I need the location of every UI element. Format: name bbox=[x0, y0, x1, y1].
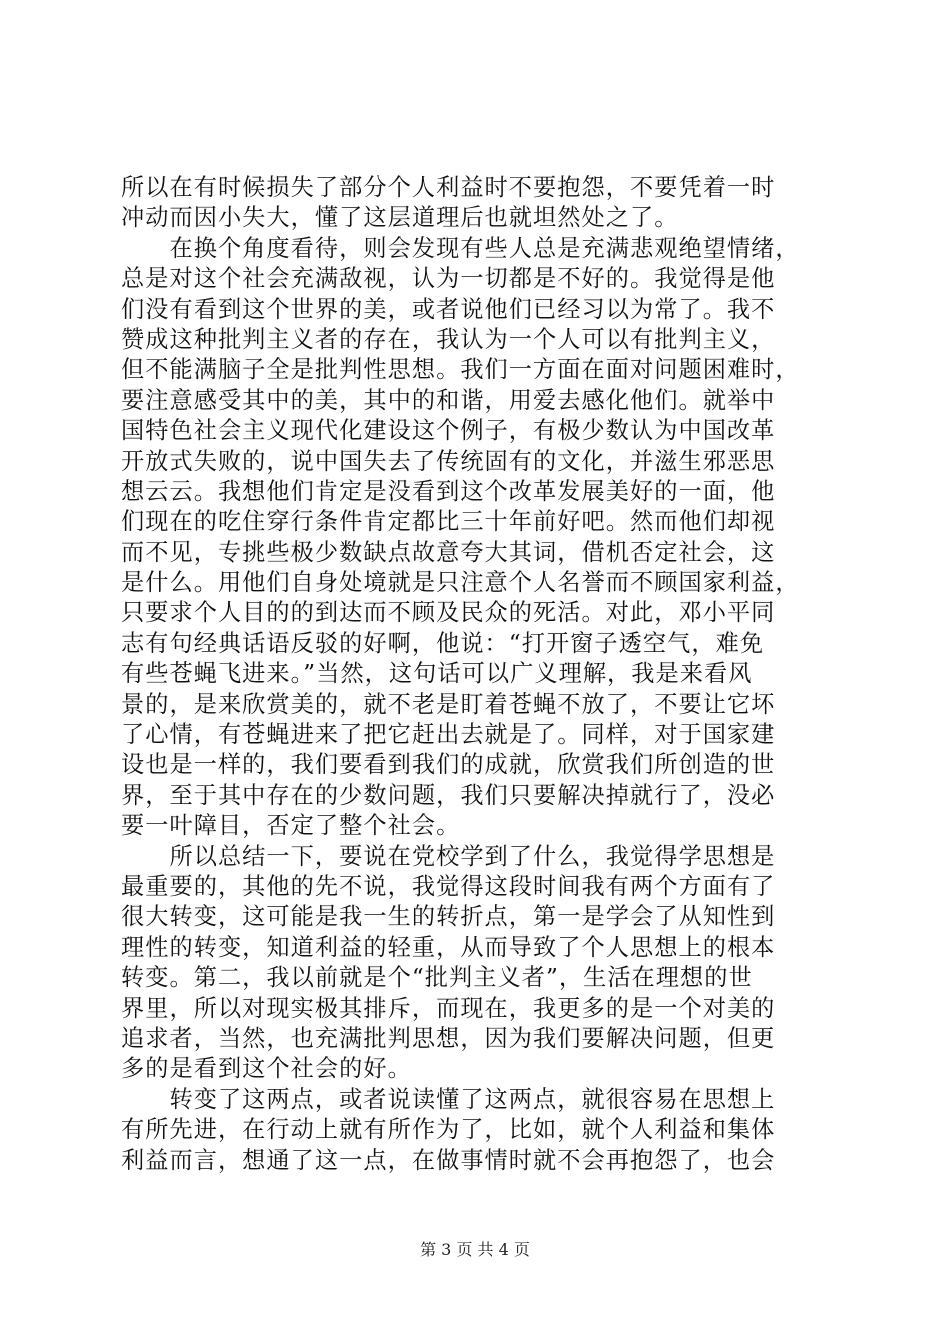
text-line: 志有句经典话语反驳的好啊，他说：“打开窗子透空气，难免 bbox=[121, 629, 765, 657]
text-line: 国特色社会主义现代化建设这个例子，有极少数认为中国改革 bbox=[121, 417, 776, 445]
text-line: 赞成这种批判主义者的存在，我认为一个人可以有批判主义， bbox=[121, 325, 776, 353]
text-line: 要一叶障目，否定了整个社会。 bbox=[121, 812, 461, 840]
text-line: 们没有看到这个世界的美，或者说他们已经习以为常了。我不 bbox=[121, 295, 776, 323]
text-line: 利益而言，想通了这一点，在做事情时就不会再抱怨了，也会 bbox=[121, 1146, 776, 1174]
text-line: 有所先进，在行动上就有所作为了，比如，就个人利益和集体 bbox=[121, 1116, 776, 1144]
text-line: 所以在有时候损失了部分个人利益时不要抱怨，不要凭着一时 bbox=[121, 174, 776, 201]
text-line: 想云云。我想他们肯定是没看到这个改革发展美好的一面，他 bbox=[121, 477, 776, 505]
body-text bbox=[121, 173, 833, 1176]
text-line: 所以总结一下，要说在党校学到了什么，我觉得学思想是 bbox=[121, 842, 776, 870]
text-line: 要注意感受其中的美，其中的和谐，用爱去感化他们。就举中 bbox=[121, 386, 776, 414]
text-line: 景的，是来欣赏美的，就不老是盯着苍蝇不放了，不要让它坏 bbox=[121, 690, 776, 718]
text-line: 很大转变，这可能是我一生的转折点，第一是学会了从知性到 bbox=[121, 903, 776, 931]
text-line: 界里，所以对现实极其排斥，而现在，我更多的是一个对美的 bbox=[121, 994, 776, 1022]
text-line: 了心情，有苍蝇进来了把它赶出去就是了。同样，对于国家建 bbox=[121, 721, 776, 749]
text-line: 有些苍蝇飞进来。”当然，这句话可以广义理解，我是来看风 bbox=[121, 660, 753, 688]
text-line: 转变了这两点，或者说读懂了这两点，就很容易在思想上 bbox=[121, 1085, 776, 1113]
text-line: 理性的转变，知道利益的轻重，从而导致了个人思想上的根本 bbox=[121, 933, 776, 961]
text-line: 只要求个人目的的到达而不顾及民众的死活。对此，邓小平同 bbox=[121, 599, 776, 627]
text-line: 但不能满脑子全是批判性思想。我们一方面在面对问题困难时， bbox=[121, 356, 800, 384]
text-line: 冲动而因小失大，懂了这层道理后也就坦然处之了。 bbox=[121, 204, 679, 232]
text-line: 设也是一样的，我们要看到我们的成就，欣赏我们所创造的世 bbox=[121, 751, 776, 779]
text-line: 转变。第二，我以前就是个“批判主义者”，生活在理想的世 bbox=[121, 964, 753, 992]
text-line: 界，至于其中存在的少数问题，我们只要解决掉就行了，没必 bbox=[121, 781, 776, 809]
text-line: 最重要的，其他的先不说，我觉得这段时间我有两个方面有了 bbox=[121, 872, 776, 900]
text-line: 是什么。用他们自身处境就是只注意个人名誉而不顾国家利益， bbox=[121, 569, 800, 597]
text-line: 在换个角度看待，则会发现有些人总是充满悲观绝望情绪， bbox=[121, 234, 800, 262]
text-line: 们现在的吃住穿行条件肯定都比三十年前好吧。然而他们却视 bbox=[121, 508, 776, 536]
page-number-footer: 第 3 页 共 4 页 bbox=[420, 1240, 530, 1259]
text-line: 而不见，专挑些极少数缺点故意夸大其词，借机否定社会，这 bbox=[121, 538, 776, 566]
text-line: 追求者，当然，也充满批判思想，因为我们要解决问题，但更 bbox=[121, 1024, 776, 1052]
text-line: 多的是看到这个社会的好。 bbox=[121, 1055, 412, 1083]
text-line: 总是对这个社会充满敌视，认为一切都是不好的。我觉得是他 bbox=[121, 265, 776, 293]
text-line: 开放式失败的，说中国失去了传统固有的文化，并滋生邪恶思 bbox=[121, 447, 776, 475]
